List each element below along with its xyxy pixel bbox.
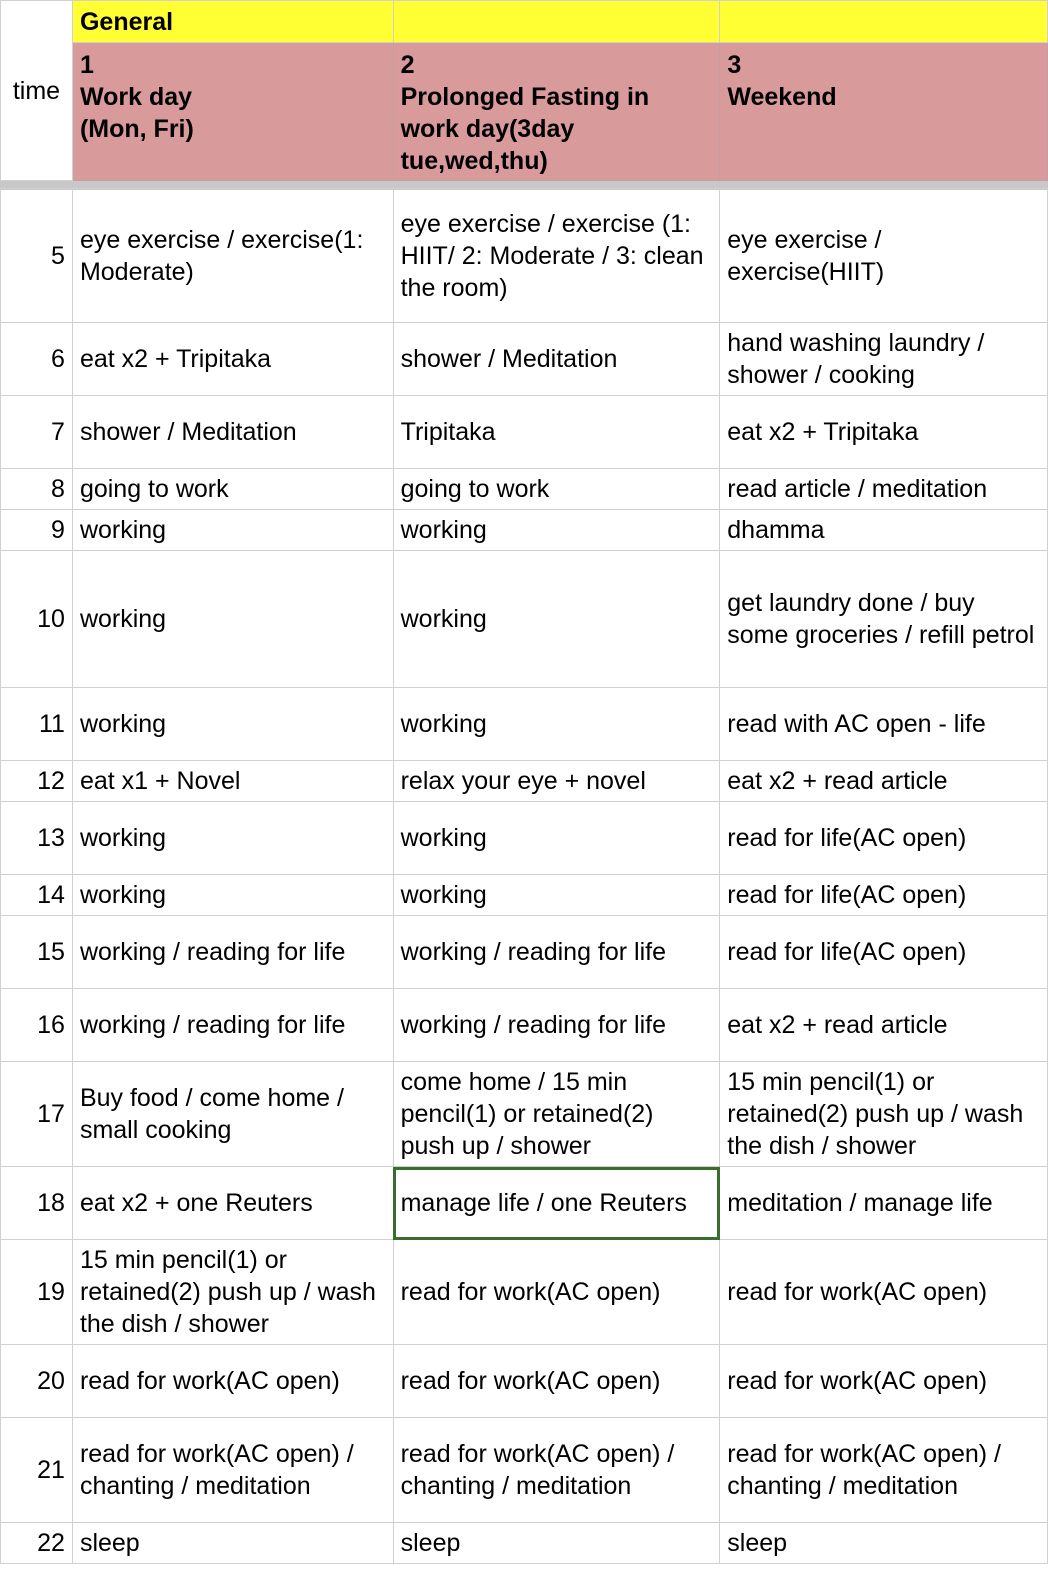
table-row xyxy=(1,1062,1048,1167)
activity-cell-selected[interactable]: manage life / one Reuters xyxy=(393,1167,720,1240)
time-cell[interactable]: 5 xyxy=(1,189,73,323)
time-cell[interactable]: 22 xyxy=(1,1523,73,1564)
activity-cell-col-3[interactable]: hand washing laundry / shower / cooking xyxy=(720,323,1048,396)
activity-cell-col-1[interactable]: going to work xyxy=(72,469,393,510)
general-empty-cell-3[interactable] xyxy=(720,1,1048,43)
table-row xyxy=(1,396,1048,469)
activity-cell-col-3[interactable]: 15 min pencil(1) or retained(2) push up / wash the dish / shower xyxy=(720,1062,1048,1167)
general-label: General xyxy=(79,7,174,36)
activity-cell-col-2[interactable]: come home / 15 min pencil(1) or retained(2) push up / shower xyxy=(393,1062,720,1167)
table-row xyxy=(1,469,1048,510)
time-cell[interactable]: 16 xyxy=(1,989,73,1062)
activity-cell-col-1[interactable]: eat x2 + one Reuters xyxy=(72,1167,393,1240)
column-title: Weekend xyxy=(727,83,837,111)
activity-cell-col-2[interactable]: read for work(AC open) xyxy=(393,1345,720,1418)
activity-cell-col-3[interactable]: read article / meditation xyxy=(720,469,1048,510)
table-row xyxy=(1,510,1048,551)
time-cell[interactable]: 13 xyxy=(1,802,73,875)
table-row xyxy=(1,802,1048,875)
activity-cell-col-3[interactable]: eye exercise / exercise(HIIT) xyxy=(720,189,1048,323)
activity-cell-col-3[interactable]: read with AC open - life xyxy=(720,688,1048,761)
activity-cell-col-2[interactable]: going to work xyxy=(393,469,720,510)
activity-cell-col-2[interactable]: eye exercise / exercise (1: HIIT/ 2: Moderate / 3: clean the room) xyxy=(393,189,720,323)
time-cell[interactable]: 6 xyxy=(1,323,73,396)
activity-cell-col-1[interactable]: working xyxy=(72,510,393,551)
activity-cell-col-2[interactable]: read for work(AC open) / chanting / meditation xyxy=(393,1418,720,1523)
activity-cell-col-1[interactable]: working xyxy=(72,875,393,916)
activity-cell-col-1[interactable]: working / reading for life xyxy=(72,916,393,989)
activity-cell-col-1[interactable]: eat x2 + Tripitaka xyxy=(72,323,393,396)
schedule-body xyxy=(0,188,1048,1564)
time-cell[interactable]: 21 xyxy=(1,1418,73,1523)
table-row xyxy=(1,989,1048,1062)
time-cell[interactable]: 17 xyxy=(1,1062,73,1167)
activity-cell-col-3[interactable]: meditation / manage life xyxy=(720,1167,1048,1240)
activity-cell-col-3[interactable]: read for work(AC open) xyxy=(720,1240,1048,1345)
activity-cell-col-2[interactable]: working xyxy=(393,802,720,875)
activity-cell-col-1[interactable]: eye exercise / exercise(1: Moderate) xyxy=(72,189,393,323)
time-header[interactable]: time xyxy=(1,1,73,181)
table-row xyxy=(1,1167,1048,1240)
column-title: Work day xyxy=(79,83,193,111)
activity-cell-col-3[interactable]: read for work(AC open) xyxy=(720,1345,1048,1418)
column-number: 2 xyxy=(400,51,415,79)
column-subtitle: (Mon, Fri) xyxy=(79,115,194,143)
activity-cell-col-3[interactable]: read for life(AC open) xyxy=(720,802,1048,875)
activity-cell-col-2[interactable]: relax your eye + novel xyxy=(393,761,720,802)
general-empty-cell-2[interactable] xyxy=(393,1,720,43)
table-row xyxy=(1,688,1048,761)
activity-cell-col-3[interactable]: eat x2 + Tripitaka xyxy=(720,396,1048,469)
activity-cell-col-3[interactable]: read for life(AC open) xyxy=(720,916,1048,989)
activity-cell-col-1[interactable]: eat x1 + Novel xyxy=(72,761,393,802)
general-label-cell[interactable] xyxy=(72,1,393,43)
table-row xyxy=(1,1240,1048,1345)
time-cell[interactable]: 10 xyxy=(1,551,73,688)
table-row xyxy=(1,1418,1048,1523)
time-cell[interactable]: 14 xyxy=(1,875,73,916)
activity-cell-col-3[interactable]: read for life(AC open) xyxy=(720,875,1048,916)
time-cell[interactable]: 19 xyxy=(1,1240,73,1345)
column-number: 1 xyxy=(79,51,94,79)
time-cell[interactable]: 8 xyxy=(1,469,73,510)
schedule-sheet xyxy=(0,0,1048,190)
activity-cell-col-2[interactable]: working xyxy=(393,510,720,551)
time-cell[interactable]: 15 xyxy=(1,916,73,989)
activity-cell-col-1[interactable]: read for work(AC open) / chanting / meditation xyxy=(72,1418,393,1523)
activity-cell-col-2[interactable]: sleep xyxy=(393,1523,720,1564)
time-cell[interactable]: 18 xyxy=(1,1167,73,1240)
table-row xyxy=(1,875,1048,916)
column-header-2[interactable] xyxy=(393,43,720,181)
activity-cell-col-1[interactable]: sleep xyxy=(72,1523,393,1564)
column-number: 3 xyxy=(727,51,742,79)
activity-cell-col-1[interactable]: working xyxy=(72,802,393,875)
activity-cell-col-2[interactable]: working / reading for life xyxy=(393,916,720,989)
activity-cell-col-1[interactable]: shower / Meditation xyxy=(72,396,393,469)
activity-cell-col-2[interactable]: working xyxy=(393,875,720,916)
activity-cell-col-1[interactable]: Buy food / come home / small cooking xyxy=(72,1062,393,1167)
time-cell[interactable]: 9 xyxy=(1,510,73,551)
column-header-1[interactable] xyxy=(72,43,393,181)
table-row xyxy=(1,761,1048,802)
column-title: Prolonged Fasting in work day(3day tue,wed,thu) xyxy=(400,83,650,175)
table-row xyxy=(1,1523,1048,1564)
time-cell[interactable]: 12 xyxy=(1,761,73,802)
activity-cell-col-3[interactable]: get laundry done / buy some groceries / refill petrol xyxy=(720,551,1048,688)
table-row xyxy=(1,189,1048,323)
activity-cell-col-3[interactable]: dhamma xyxy=(720,510,1048,551)
activity-cell-col-3[interactable]: read for work(AC open) / chanting / meditation xyxy=(720,1418,1048,1523)
table-row xyxy=(1,323,1048,396)
activity-cell-col-1[interactable]: 15 min pencil(1) or retained(2) push up / wash the dish / shower xyxy=(72,1240,393,1345)
activity-cell-col-1[interactable]: working / reading for life xyxy=(72,989,393,1062)
table-row xyxy=(1,551,1048,688)
activity-cell-col-2[interactable]: working xyxy=(393,688,720,761)
activity-cell-col-2[interactable]: shower / Meditation xyxy=(393,323,720,396)
activity-cell-col-2[interactable]: working / reading for life xyxy=(393,989,720,1062)
activity-cell-col-1[interactable]: read for work(AC open) xyxy=(72,1345,393,1418)
activity-cell-col-1[interactable]: working xyxy=(72,551,393,688)
column-header-3[interactable] xyxy=(720,43,1048,181)
activity-cell-col-3[interactable]: eat x2 + read article xyxy=(720,761,1048,802)
activity-cell-col-3[interactable]: eat x2 + read article xyxy=(720,989,1048,1062)
table-row xyxy=(1,1345,1048,1418)
activity-cell-col-3[interactable]: sleep xyxy=(720,1523,1048,1564)
time-cell[interactable]: 11 xyxy=(1,688,73,761)
activity-cell-col-1[interactable]: working xyxy=(72,688,393,761)
time-cell[interactable]: 20 xyxy=(1,1345,73,1418)
time-cell[interactable]: 7 xyxy=(1,396,73,469)
activity-cell-col-2[interactable]: working xyxy=(393,551,720,688)
activity-cell-col-2[interactable]: read for work(AC open) xyxy=(393,1240,720,1345)
activity-cell-col-2[interactable]: Tripitaka xyxy=(393,396,720,469)
table-row xyxy=(1,916,1048,989)
